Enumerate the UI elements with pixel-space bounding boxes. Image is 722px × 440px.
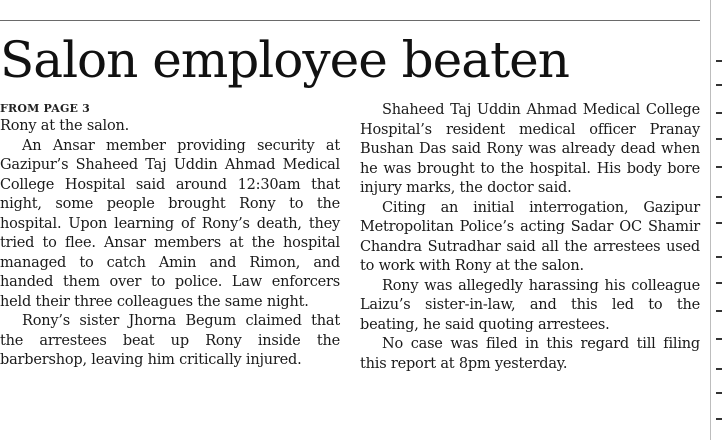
article-column-left bbox=[0, 101, 340, 371]
paragraph: Citing an initial interrogation, Gazipur Metropolitan Police’s acting Sadar OC Shamir Chandra Sutradhar said all the arrestees used to work with Rony at the salon. bbox=[360, 199, 700, 274]
paragraph: Rony at the salon. bbox=[0, 118, 130, 134]
paragraph: Rony’s sister Jhorna Begum claimed that the arrestees beat up Rony inside the barbershop, leaving him critically injured. bbox=[0, 313, 340, 368]
paragraph: Rony was allegedly harassing his colleague Laizu’s sister-in-law, and this led to the beating, he said quoting arrestees. bbox=[360, 277, 700, 333]
jump-label: FROM PAGE 3 bbox=[0, 102, 91, 115]
article-column-right bbox=[360, 101, 700, 374]
paragraph: No case was filed in this regard till filing this report at 8pm yesterday. bbox=[360, 336, 700, 372]
column-rule bbox=[710, 0, 711, 440]
paragraph: An Ansar member providing security at Gazipur’s Shaheed Taj Uddin Ahmad Medical College Hospital said around 12:30am that night, some people brought Rony to the hospital. Upon learning of Rony’s death, they tried to flee. Ansar members at the hospital managed to catch Amin and Rimon, and handed them over to police. Law enforcers held their three colleagues the same night. bbox=[0, 137, 340, 310]
paragraph: Shaheed Taj Uddin Ahmad Medical College Hospital’s resident medical officer Pranay Bushan Das said Rony was already dead when he was brought to the hospital. His body bore injury marks, the doctor said. bbox=[360, 102, 700, 196]
adjacent-article-edge bbox=[716, 20, 722, 440]
top-rule bbox=[0, 20, 700, 21]
headline: Salon employee beaten bbox=[0, 31, 569, 89]
